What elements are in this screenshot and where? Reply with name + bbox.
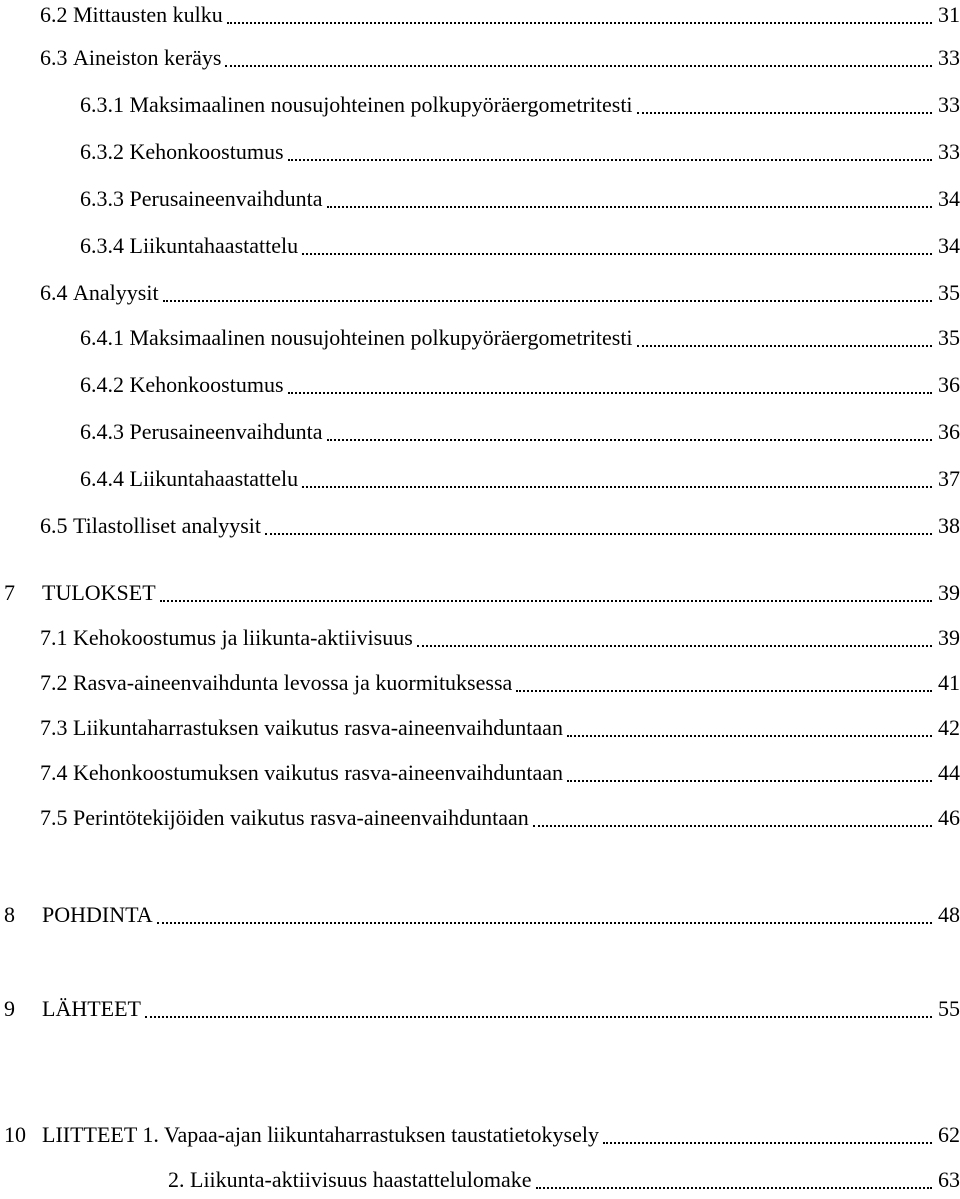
dot-leader bbox=[225, 64, 932, 67]
toc-entry[interactable] bbox=[80, 370, 960, 400]
toc-entry-number: 6.2 bbox=[40, 2, 68, 27]
toc-entry-number: 6.3.2 bbox=[80, 139, 124, 164]
toc-entry[interactable] bbox=[42, 1120, 960, 1150]
toc-entry[interactable] bbox=[42, 578, 960, 608]
toc-entry-page: 36 bbox=[938, 419, 960, 444]
toc-entry-title: Perusaineenvaihdunta bbox=[129, 419, 323, 444]
toc-entry[interactable] bbox=[40, 668, 960, 698]
toc-entry-page: 31 bbox=[938, 2, 960, 27]
toc-entry[interactable] bbox=[168, 1165, 960, 1195]
dot-leader bbox=[288, 391, 933, 394]
toc-entry-page: 46 bbox=[938, 805, 960, 830]
toc-entry[interactable] bbox=[42, 994, 960, 1024]
toc-entry-title: Rasva-aineenvaihdunta levossa ja kuormituksessa bbox=[73, 670, 513, 695]
toc-entry-page: 37 bbox=[938, 466, 960, 491]
toc-entry-title: POHDINTA bbox=[42, 902, 153, 927]
toc-entry-title: LÄHTEET bbox=[42, 996, 141, 1021]
toc-entry[interactable] bbox=[40, 803, 960, 833]
toc-entry-title: LIITTEET 1. Vapaa-ajan liikuntaharrastuksen taustatietokysely bbox=[42, 1122, 599, 1147]
toc-entry-page: 62 bbox=[938, 1122, 960, 1147]
toc-entry-number: 6.5 bbox=[40, 513, 68, 538]
chapter-number: 10 bbox=[4, 1122, 26, 1147]
dot-leader bbox=[637, 111, 932, 114]
toc-entry-title: Kehonkoostumus bbox=[129, 139, 284, 164]
dot-leader bbox=[157, 921, 932, 924]
toc-entry-page: 33 bbox=[938, 139, 960, 164]
toc-entry[interactable] bbox=[40, 278, 960, 308]
toc-entry-title: Mittausten kulku bbox=[73, 2, 223, 27]
toc-entry-title: Perusaineenvaihdunta bbox=[129, 186, 323, 211]
toc-entry-number: 6.3.1 bbox=[80, 92, 124, 117]
toc-entry[interactable] bbox=[40, 511, 960, 541]
toc-entry-page: 33 bbox=[938, 92, 960, 117]
dot-leader bbox=[265, 532, 932, 535]
toc-entry-number: 7.3 bbox=[40, 715, 68, 740]
toc-entry[interactable] bbox=[40, 713, 960, 743]
toc-entry-title: Perintötekijöiden vaikutus rasva-aineenvaihduntaan bbox=[73, 805, 529, 830]
toc-entry-page: 34 bbox=[938, 233, 960, 258]
toc-entry-number: 7.5 bbox=[40, 805, 68, 830]
dot-leader bbox=[417, 644, 932, 647]
toc-entry-title: TULOKSET bbox=[42, 580, 156, 605]
toc-entry-page: 39 bbox=[938, 625, 960, 650]
dot-leader bbox=[227, 21, 932, 24]
toc-entry-title: Liikuntaharrastuksen vaikutus rasva-aineenvaihduntaan bbox=[73, 715, 563, 740]
toc-entry[interactable] bbox=[80, 90, 960, 120]
toc-entry-title: 2. Liikunta-aktiivisuus haastattelulomake bbox=[168, 1167, 532, 1192]
dot-leader bbox=[516, 689, 932, 692]
dot-leader bbox=[327, 438, 932, 441]
dot-leader bbox=[288, 158, 933, 161]
toc-entry-page: 55 bbox=[938, 996, 960, 1021]
toc-entry-number: 6.3.4 bbox=[80, 233, 124, 258]
toc-entry-page: 42 bbox=[938, 715, 960, 740]
toc-entry-number: 6.4.1 bbox=[80, 325, 124, 350]
toc-entry-title: Aineiston keräys bbox=[73, 45, 222, 70]
chapter-number: 9 bbox=[4, 996, 15, 1021]
toc-entry-title: Analyysit bbox=[73, 280, 159, 305]
toc-entry-number: 6.4.3 bbox=[80, 419, 124, 444]
toc-entry-title: Maksimaalinen nousujohteinen polkupyöräergometritesti bbox=[129, 92, 633, 117]
toc-entry-page: 39 bbox=[938, 580, 960, 605]
toc-entry[interactable] bbox=[80, 231, 960, 261]
toc-entry[interactable] bbox=[80, 184, 960, 214]
dot-leader bbox=[567, 779, 932, 782]
toc-entry-title: Liikuntahaastattelu bbox=[129, 233, 299, 258]
toc-entry-page: 35 bbox=[938, 325, 960, 350]
dot-leader bbox=[637, 344, 932, 347]
toc-entry-title: Liikuntahaastattelu bbox=[129, 466, 299, 491]
toc-entry-number: 7.2 bbox=[40, 670, 68, 695]
toc-entry-page: 44 bbox=[938, 760, 960, 785]
toc-entry-number: 7.4 bbox=[40, 760, 68, 785]
toc-entry[interactable] bbox=[40, 0, 960, 30]
toc-entry-number: 6.3 bbox=[40, 45, 68, 70]
chapter-number: 8 bbox=[4, 902, 15, 927]
toc-entry[interactable] bbox=[40, 43, 960, 73]
toc-entry-page: 48 bbox=[938, 902, 960, 927]
toc-entry[interactable] bbox=[80, 417, 960, 447]
dot-leader bbox=[302, 485, 932, 488]
toc-entry-number: 6.4.2 bbox=[80, 372, 124, 397]
toc-entry[interactable] bbox=[80, 137, 960, 167]
dot-leader bbox=[160, 599, 932, 602]
dot-leader bbox=[327, 205, 932, 208]
toc-entry[interactable] bbox=[40, 758, 960, 788]
toc-entry-page: 35 bbox=[938, 280, 960, 305]
toc-entry-page: 63 bbox=[938, 1167, 960, 1192]
toc-entry-page: 36 bbox=[938, 372, 960, 397]
toc-entry[interactable] bbox=[40, 623, 960, 653]
dot-leader bbox=[533, 824, 932, 827]
chapter-number: 7 bbox=[4, 580, 15, 605]
toc-entry-title: Kehokoostumus ja liikunta-aktiivisuus bbox=[73, 625, 413, 650]
toc-entry-number: 6.4.4 bbox=[80, 466, 124, 491]
toc-entry-title: Kehonkoostumus bbox=[129, 372, 284, 397]
dot-leader bbox=[163, 299, 932, 302]
dot-leader bbox=[603, 1141, 932, 1144]
toc-entry-title: Tilastolliset analyysit bbox=[73, 513, 262, 538]
toc-entry[interactable] bbox=[80, 464, 960, 494]
toc-entry-number: 6.3.3 bbox=[80, 186, 124, 211]
dot-leader bbox=[145, 1015, 932, 1018]
toc-entry-page: 38 bbox=[938, 513, 960, 538]
toc-entry[interactable] bbox=[80, 323, 960, 353]
toc-entry-page: 41 bbox=[938, 670, 960, 695]
toc-entry[interactable] bbox=[42, 900, 960, 930]
toc-entry-number: 7.1 bbox=[40, 625, 68, 650]
toc-entry-page: 33 bbox=[938, 45, 960, 70]
toc-entry-number: 6.4 bbox=[40, 280, 68, 305]
dot-leader bbox=[567, 734, 932, 737]
toc-entry-title: Maksimaalinen nousujohteinen polkupyöräergometritesti bbox=[129, 325, 633, 350]
dot-leader bbox=[302, 252, 932, 255]
toc-entry-page: 34 bbox=[938, 186, 960, 211]
toc-entry-title: Kehonkoostumuksen vaikutus rasva-aineenvaihduntaan bbox=[73, 760, 563, 785]
dot-leader bbox=[536, 1186, 932, 1189]
